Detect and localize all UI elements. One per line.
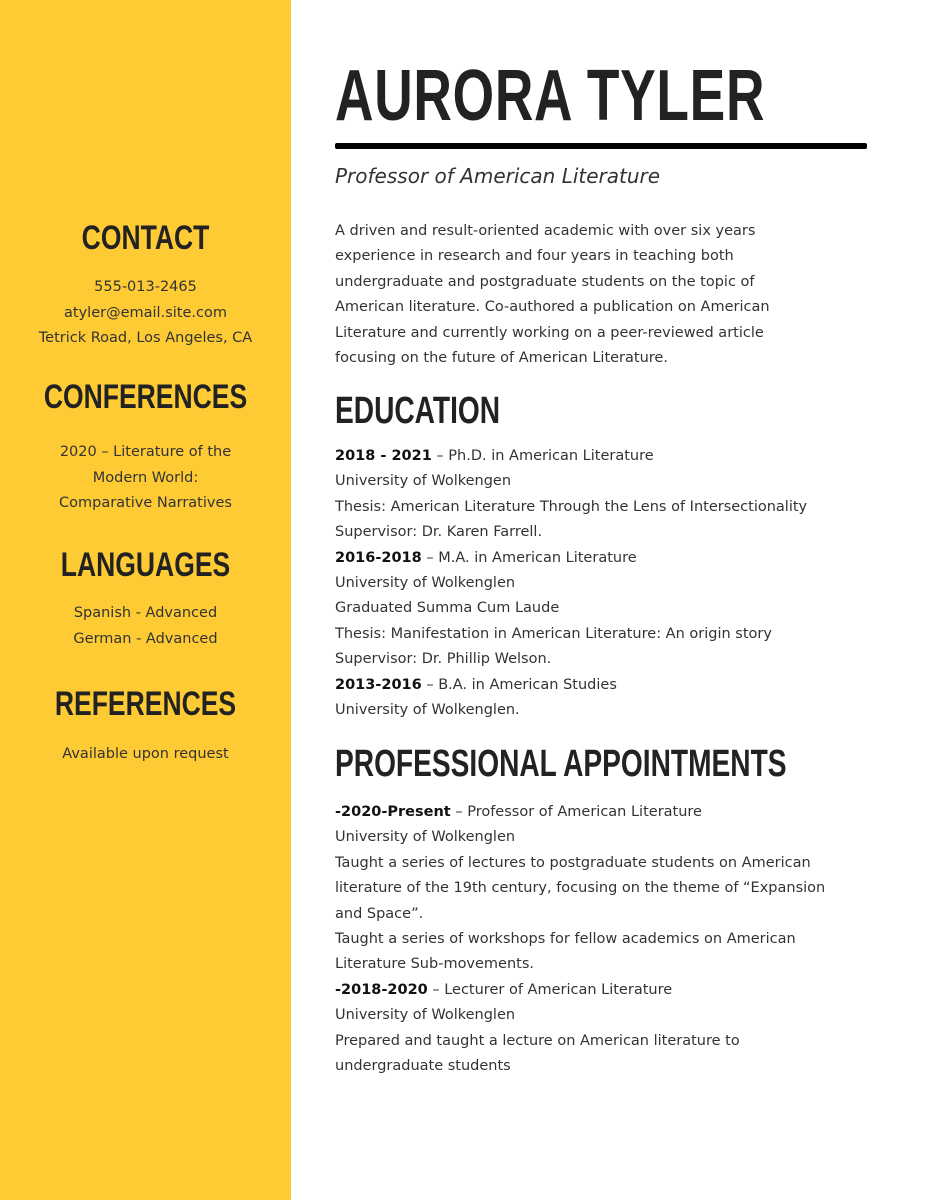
contact-heading: CONTACT [81,219,210,257]
appointment-entry-title [335,978,875,1003]
conference-line: 2020 – Literature of the [59,444,232,460]
references-text [0,742,291,768]
summary-line: experience in research and four years in teaching both [335,248,734,265]
education-years: 2013-2016 [335,676,422,693]
education-entry-title [335,444,875,469]
languages-section [0,545,291,652]
appointment-role: – Professor of American Literature [450,804,702,820]
education-detail: University of Wolkenglen. [335,702,520,719]
summary-line: Literature and currently working on a peer-reviewed article [335,324,764,341]
appointment-detail: undergraduate students [335,1058,511,1075]
appointment-detail: and Space”. [335,905,424,922]
language-item: Spanish - Advanced [73,605,218,621]
education-detail: Supervisor: Dr. Karen Farrell. [335,524,543,541]
conferences-section [0,377,291,517]
appointment-entry-title [335,800,875,825]
appointment-detail: University of Wolkenglen [335,1007,516,1024]
references-heading: REFERENCES [54,685,237,723]
conference-line: Modern World: [92,469,199,486]
references-section [0,684,291,768]
job-title: Professor of American Literature [335,164,661,188]
appointment-detail: Taught a series of workshops for fellow academics on American [335,931,796,948]
sidebar [0,0,291,1200]
contact-email: atyler@email.site.com [64,304,227,321]
conferences-heading: CONFERENCES [43,378,248,416]
education-detail: Supervisor: Dr. Phillip Welson. [335,651,552,668]
education-list [335,444,875,723]
education-detail: Thesis: American Literature Through the Lens of Intersectionality [335,498,808,515]
education-detail: Graduated Summa Cum Laude [335,600,560,617]
education-years: 2018 - 2021 [335,448,432,464]
profile-summary [335,219,835,371]
education-degree: – M.A. in American Literature [421,549,637,566]
appointment-detail: University of Wolkenglen [335,829,516,846]
conferences-details [0,440,291,517]
contact-section [0,218,291,352]
education-degree: – B.A. in American Studies [421,676,617,693]
contact-phone: 555-013-2465 [94,279,197,295]
summary-line: undergraduate and postgraduate students on the topic of [335,273,755,290]
candidate-name: AURORA TYLER [335,56,766,136]
education-detail: University of Wolkenglen [335,575,516,592]
summary-line: American literature. Co-authored a publication on American [335,299,770,316]
references-line: Available upon request [62,746,229,762]
appointment-detail: Prepared and taught a lecture on American literature to [335,1032,740,1049]
appointment-years: -2020-Present [335,804,451,820]
appointments-list [335,800,875,1079]
languages-list [0,601,291,652]
summary-line: focusing on the future of American Literature. [335,350,668,367]
education-detail: Thesis: Manifestation in American Literature: An origin story [335,625,772,642]
language-item: German - Advanced [73,630,218,647]
contact-details [0,275,291,352]
appointment-role: – Lecturer of American Literature [427,981,673,998]
education-entry-title [335,673,875,698]
education-degree: – Ph.D. in American Literature [431,448,654,464]
name-underline [335,143,867,149]
appointment-years: -2018-2020 [335,981,428,998]
contact-address: Tetrick Road, Los Angeles, CA [38,330,253,346]
appointment-detail: Literature Sub-movements. [335,956,535,973]
education-entry-title [335,546,875,571]
appointment-detail: literature of the 19th century, focusing on the theme of “Expansion [335,880,826,897]
appointment-detail: Taught a series of lectures to postgraduate students on American [335,854,811,871]
education-detail: University of Wolkengen [335,473,512,490]
languages-heading: LANGUAGES [60,546,231,584]
education-heading: EDUCATION [335,390,501,432]
education-years: 2016-2018 [335,549,422,566]
conference-line: Comparative Narratives [59,495,232,511]
summary-line: A driven and result-oriented academic with over six years [335,223,756,239]
appointments-heading: PROFESSIONAL APPOINTMENTS [335,743,787,785]
